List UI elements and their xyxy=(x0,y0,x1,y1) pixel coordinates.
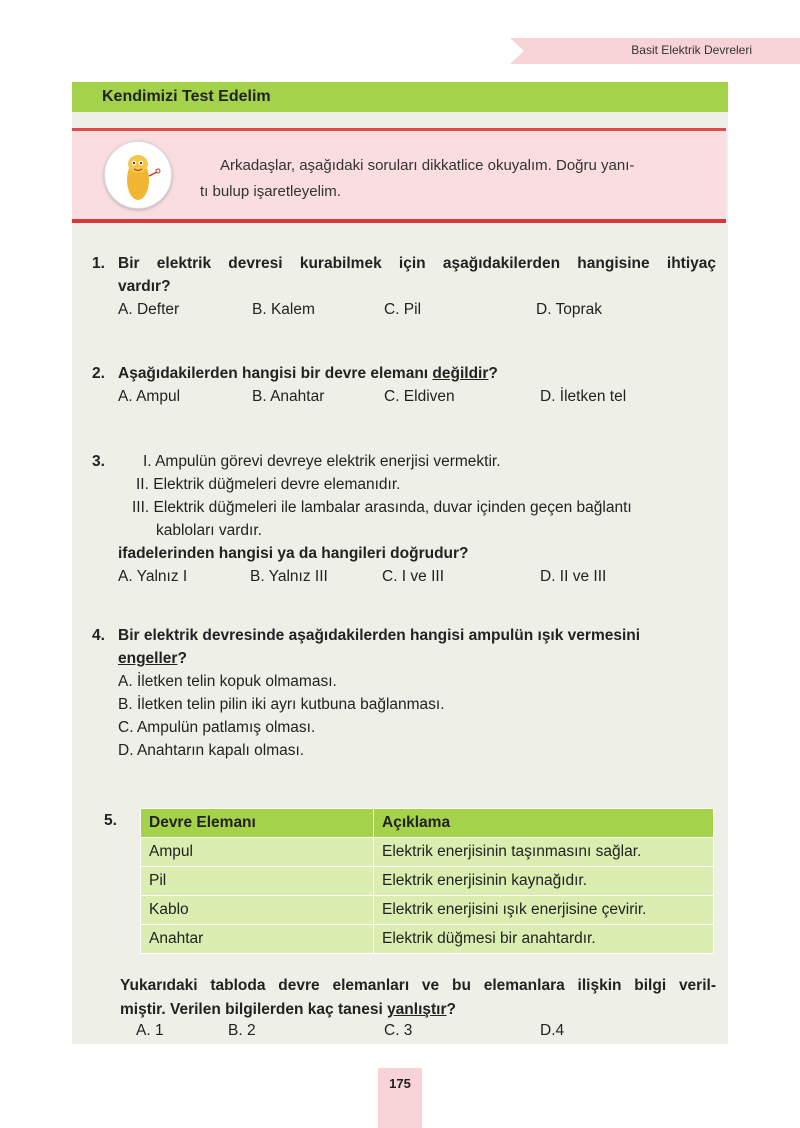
option-b[interactable]: B. Yalnız III xyxy=(250,568,328,585)
table-cell: Elektrik düğmesi bir anahtardır. xyxy=(374,925,714,954)
option-d[interactable]: D.4 xyxy=(540,1022,565,1039)
intro-text xyxy=(200,153,720,205)
table-cell: Elektrik enerjisini ışık enerjisine çevirir. xyxy=(374,896,714,925)
section-title: Kendimizi Test Edelim xyxy=(102,88,271,105)
option-b[interactable]: B. İletken telin pilin iki ayrı kutbuna bağlanması. xyxy=(118,696,445,713)
question-stem-line: Bir elektrik devresinde aşağıdakilerden hangisi ampulün ışık vermesini xyxy=(118,627,641,644)
options-row xyxy=(118,565,716,588)
table-cell: Ampul xyxy=(141,838,374,867)
emphasis-underline: değildir xyxy=(432,365,489,382)
option-a[interactable]: A. İletken telin kopuk olmaması. xyxy=(118,673,337,690)
options-row xyxy=(136,1022,736,1045)
emphasis-underline: engeller xyxy=(118,650,178,667)
option-c[interactable]: C. Pil xyxy=(384,301,422,318)
statement-2: II. Elektrik düğmeleri devre elemanıdır. xyxy=(136,476,401,493)
table-cell: Elektrik enerjisinin kaynağıdır. xyxy=(374,867,714,896)
statement-3: III. Elektrik düğmeleri ile lambalar arasında, duvar içinden geçen bağlantı xyxy=(132,499,632,516)
option-d[interactable]: D. II ve III xyxy=(540,568,607,585)
page-number-tab xyxy=(378,1068,422,1128)
question-1 xyxy=(92,252,716,321)
column-header: Devre Elemanı xyxy=(141,809,374,838)
question-number: 1. xyxy=(92,255,105,272)
option-b[interactable]: B. Anahtar xyxy=(252,388,325,405)
question-stem-line: engeller? xyxy=(118,650,187,667)
question-stem: Aşağıdakilerden hangisi bir devre elemanı değildir? xyxy=(118,365,498,382)
question-stem-line: vardır? xyxy=(118,278,171,295)
option-d[interactable]: D. İletken tel xyxy=(540,388,627,405)
circuit-elements-table xyxy=(140,808,714,954)
column-header: Açıklama xyxy=(374,809,714,838)
table-row xyxy=(141,838,714,867)
question-number: 2. xyxy=(92,365,105,382)
option-a[interactable]: A. Ampul xyxy=(118,388,181,405)
intro-box xyxy=(72,128,726,223)
table-row xyxy=(141,867,714,896)
question-5-stem xyxy=(120,974,716,1022)
option-c[interactable]: C. Ampulün patlamış olması. xyxy=(118,719,316,736)
question-stem: ifadelerinden hangisi ya da hangileri doğrudur? xyxy=(118,545,469,562)
mascot-icon xyxy=(104,141,172,209)
option-c[interactable]: C. 3 xyxy=(384,1022,413,1039)
table-row xyxy=(141,896,714,925)
option-c[interactable]: C. I ve III xyxy=(382,568,445,585)
option-d[interactable]: D. Anahtarın kapalı olması. xyxy=(118,742,305,759)
option-b[interactable]: B. Kalem xyxy=(252,301,315,318)
question-number: 5. xyxy=(104,812,117,829)
intro-line-2: tı bulup işaretleyelim. xyxy=(200,183,341,200)
option-d[interactable]: D. Toprak xyxy=(536,301,603,318)
option-a[interactable]: A. Defter xyxy=(118,301,180,318)
question-number: 3. xyxy=(92,453,105,470)
options-row xyxy=(118,298,716,321)
chapter-header-tab xyxy=(510,38,800,64)
emphasis-underline: yanlıştır xyxy=(387,1001,447,1018)
intro-line-1: Arkadaşlar, aşağıdaki soruları dikkatlice okuyalım. Doğru yanı- xyxy=(220,157,635,174)
question-2 xyxy=(92,362,716,408)
section-title-bar xyxy=(72,82,728,112)
page-number: 175 xyxy=(389,1076,411,1091)
table-cell: Anahtar xyxy=(141,925,374,954)
question-stem-line: Yukarıdaki tabloda devre elemanları ve bu elemanlara ilişkin bilgi veril- xyxy=(120,977,716,994)
options-row xyxy=(118,385,716,408)
question-stem-line: Bir elektrik devresi kurabilmek için aşağıdakilerden hangisine ihtiyaç xyxy=(118,255,716,272)
question-number: 4. xyxy=(92,627,105,644)
chapter-title: Basit Elektrik Devreleri xyxy=(631,43,752,57)
question-3 xyxy=(92,450,716,588)
table-row xyxy=(141,925,714,954)
option-b[interactable]: B. 2 xyxy=(228,1022,256,1039)
table-cell: Pil xyxy=(141,867,374,896)
statement-3-cont: kabloları vardır. xyxy=(156,522,262,539)
statement-1: I. Ampulün görevi devreye elektrik enerjisi vermektir. xyxy=(143,453,501,470)
table-header-row xyxy=(141,809,714,838)
question-stem-line: miştir. Verilen bilgilerden kaç tanesi yanlıştır? xyxy=(120,1001,456,1018)
option-a[interactable]: A. 1 xyxy=(136,1022,164,1039)
option-a[interactable]: A. Yalnız I xyxy=(118,568,188,585)
table-cell: Kablo xyxy=(141,896,374,925)
option-c[interactable]: C. Eldiven xyxy=(384,388,455,405)
question-4 xyxy=(92,624,716,762)
table-cell: Elektrik enerjisinin taşınmasını sağlar. xyxy=(374,838,714,867)
